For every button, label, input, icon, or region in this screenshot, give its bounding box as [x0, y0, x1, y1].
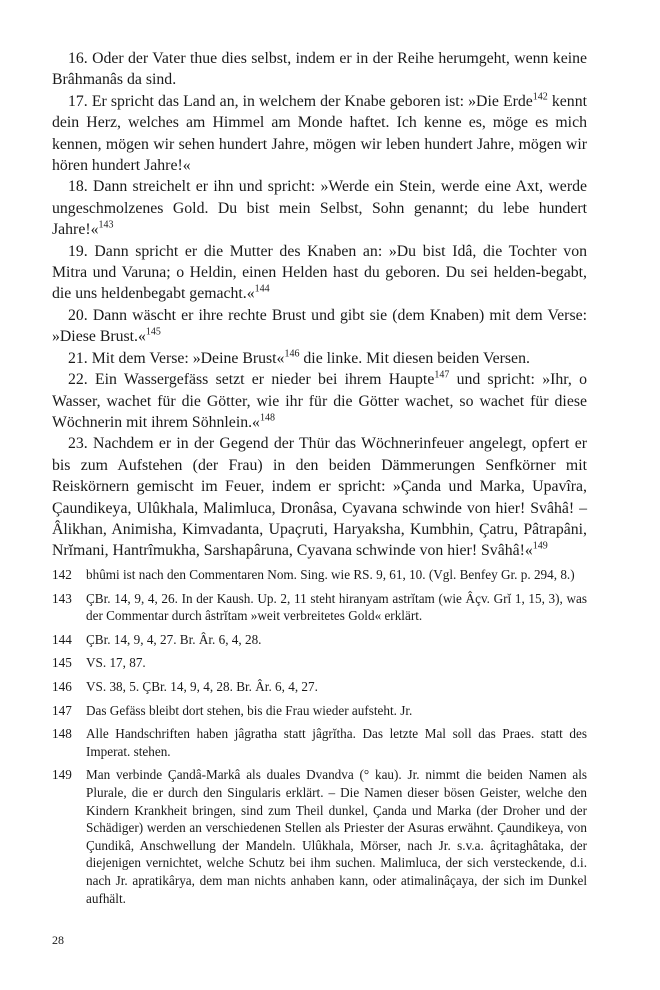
paragraph-22: 22. Ein Wassergefäss setzt er nieder bei ihrem Haupte$^{147}$ und spricht: »Ihr, o Wasser, wachet für die Götter, wie ihr für die Götter wachet, so wachet für diese Wöchnerin mit ihrem Söhnlein.«$^{148}$	[52, 369, 587, 431]
paragraph-17: 17. Er spricht das Land an, in welchem der Knabe geboren ist: »Die Erde$^{142}$ kennt dein Herz, welches am Himmel am Monde haftet. Ich kenne es, möge es mich kennen, mögen wir sehen hundert Jahre, mögen wir leben hundert Jahre, mögen wir hören hundert Jahre!«	[52, 91, 587, 175]
paragraph-16: 16. Oder der Vater thue dies selbst, indem er in der Reihe herumgeht, wenn keine Brâhmanâs da sind.	[52, 50, 587, 89]
paragraph-19: 19. Dann spricht er die Mutter des Knaben an: »Du bist Idâ, die Tochter von Mitra und Varuna; o Heldin, einen Helden hast du geboren. Du sei helden-begabt, die uns heldenbegabt gemacht.«$^{144}$	[52, 242, 587, 303]
paragraph-20: 20. Dann wäscht er ihre rechte Brust und gibt sie (dem Knaben) mit dem Verse: »Diese Brust.«$^{145}$	[52, 306, 587, 346]
footnote-number: 146	[52, 678, 72, 694]
footnote-number: 147	[52, 702, 72, 718]
footnote-text: ÇBr. 14, 9, 4, 27. Br. Âr. 6, 4, 28.	[86, 631, 262, 647]
footnote-text: ÇBr. 14, 9, 4, 26. In der Kaush. Up. 2, 11 steht hiranyam astrĭtam (wie Âçv. Grĭ 1, 15, 3), was der Commentar durch âstrĭtam »weit verbreitetes Gold« erklärt.	[86, 590, 587, 624]
footnote-ref-142: 142	[532, 91, 548, 103]
footnote-ref-147: 147	[434, 369, 450, 381]
paragraph-18: 18. Dann streichelt er ihn und spricht: »Werde ein Stein, werde eine Axt, werde ungeschmolzenes Gold. Du bist mein Selbst, Sohn genannt; du lebe hundert Jahre!«$^{143}$	[52, 178, 587, 239]
footnote-number: 149	[52, 767, 72, 783]
footnote-text: VS. 17, 87.	[86, 655, 146, 671]
footnote-text: Das Gefäss bleibt dort stehen, bis die Frau wieder aufsteht. Jr.	[86, 702, 413, 718]
footnote-number: 148	[52, 726, 72, 742]
footnote	[52, 702, 587, 720]
footnote-number: 142	[52, 567, 72, 582]
footnote-ref-145: 145	[145, 327, 161, 339]
paragraph-21: 21. Mit dem Verse: »Deine Brust«$^{146}$ die linke. Mit diesen beiden Versen.	[68, 348, 530, 367]
footnote-ref-143: 143	[98, 219, 114, 231]
footnotes	[52, 566, 587, 913]
footnote-number: 145	[52, 655, 72, 671]
footnote-number: 143	[52, 590, 72, 606]
footnote-ref-146: 146	[284, 348, 300, 360]
footnote	[52, 590, 587, 625]
footnote	[52, 678, 587, 696]
page-number: 28	[52, 933, 64, 947]
main-text	[52, 48, 587, 562]
footnote	[52, 725, 587, 760]
footnote-ref-148: 148	[259, 412, 275, 424]
footnote-ref-144: 144	[254, 284, 270, 296]
paragraph-23: 23. Nachdem er in der Gegend der Thür das Wöchnerinfeuer angelegt, opfert er bis zum Aufstehen (der Frau) in den beiden Dämmerungen Senfkörner mit Reiskörnern gemischt im Feuer, indem er spricht: »Çanda und Marka, Upavîra, Çaundikeya, Ulûkhala, Malimluca, Dronâsa, Cyavana schwinde von hier! Svâhâ! – Âlikhan, Animisha, Kimvadanta, Upaçruti, Haryaksha, Kumbhin, Çatru, Pâtrapâni, Nrĭmani, Hantrîmukha, Sarshapâruna, Cyavana schwinde von hier! Svâhâ!«$^{149}$	[52, 435, 587, 560]
footnote-text: Man verbinde Çandâ-Markâ als duales Dvandva (° kau). Jr. nimmt die beiden Namen als Plurale, die er durch den Singularis erklärt. – Die Namen dieser bösen Geister, welche den Kindern Krankheit bringen, sind zum Theil dunkel, Çanda und Marka (der Droher und der Schädiger) werden an verschiedenen Stellen als Priester der Asuras erwähnt. Çaundikeya, von Çundikâ, Anschwellung der Mandeln. Ulûkhala, Mörser, nach Jr. s.v.a. âçritaghâtaka, der diejenigen vernichtet, welche Schutz bei ihm suchen. Malimluca, der sich versteckende, d.i. nach Jr. apratikârya, dem man nichts anhaben kann, oder atimalinâçaya, der sich im Dunkel aufhält.	[86, 767, 587, 906]
footnote-text: bhûmi ist nach den Commentaren Nom. Sing. wie RS. 9, 61, 10. (Vgl. Benfey Gr. p. 294, 8.)	[86, 567, 575, 582]
footnote	[52, 631, 587, 649]
footnote-text: VS. 38, 5. ÇBr. 14, 9, 4, 28. Br. Âr. 6, 4, 27.	[86, 678, 318, 694]
footnote-ref-149: 149	[532, 541, 548, 553]
footnote-text: Alle Handschriften haben jâgratha statt jâgrĭtha. Das letzte Mal soll das Praes. statt des Imperat. stehen.	[86, 726, 587, 759]
footnote-number: 144	[52, 631, 72, 647]
footnote	[52, 566, 587, 584]
footnote	[52, 766, 587, 907]
footnote	[52, 654, 587, 672]
